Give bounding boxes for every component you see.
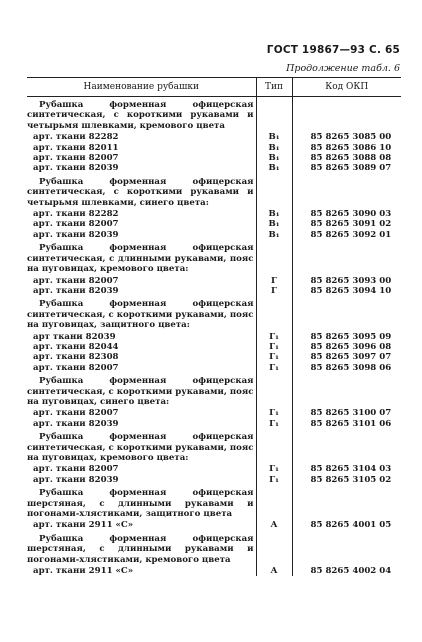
shirt-description: Рубашка форменная офицерская синтетическая, с короткими рукавами, пояс на пуговицах, кремового цвета:	[27, 429, 256, 464]
shirt-type: В₁	[256, 143, 292, 153]
fabric-article-row	[27, 352, 401, 362]
fabric-article: арт. ткани 82044	[27, 342, 256, 352]
shirt-description-row	[27, 174, 401, 209]
fabric-article-row	[27, 163, 401, 173]
fabric-article: арт. ткани 2911 «С»	[27, 520, 256, 530]
table-continuation-label: Продолжение табл. 6	[286, 63, 400, 74]
fabric-article-row	[27, 475, 401, 485]
shirt-description-row	[27, 296, 401, 331]
shirt-type: Г₁	[256, 342, 292, 352]
code-cell-empty	[292, 174, 401, 209]
shirt-description-row	[27, 97, 401, 133]
okp-code: 85 8265 3092 01	[310, 229, 392, 240]
table-header-row	[27, 78, 401, 97]
shirt-description-row	[27, 531, 401, 566]
column-header-name: Наименование рубашки	[27, 78, 256, 97]
fabric-article: арт. ткани 82039	[27, 475, 256, 485]
fabric-article-row	[27, 342, 401, 352]
shirt-description-row	[27, 373, 401, 408]
shirt-type: А	[256, 520, 292, 530]
fabric-article: арт. ткани 82282	[27, 132, 256, 142]
shirt-description: Рубашка форменная офицерская синтетическая, с короткими рукавами, пояс на пуговицах, синего цвета:	[27, 373, 256, 408]
okp-code: 85 8265 3096 08	[310, 341, 392, 352]
type-cell-empty	[256, 373, 292, 408]
code-cell-empty	[292, 429, 401, 464]
shirt-type: Г₁	[256, 332, 292, 342]
fabric-article-row	[27, 230, 401, 240]
type-cell-empty	[256, 97, 292, 133]
code-cell-empty	[292, 296, 401, 331]
page-header-code: ГОСТ 19867—93 С. 65	[266, 44, 400, 56]
shirt-type: А	[256, 566, 292, 576]
shirt-description: Рубашка форменная офицерская шерстяная, с длинными рукавами и погонами-хлястиками, защитного цвета	[27, 485, 256, 520]
shirt-description: Рубашка форменная офицерская синтетическая, с короткими рукавами и четырьмя шлевками, синего цвета:	[27, 174, 256, 209]
type-cell-empty	[256, 174, 292, 209]
okp-code-table	[27, 77, 401, 576]
column-header-code: Код ОКП	[292, 78, 401, 97]
shirt-type: В₁	[256, 209, 292, 219]
table-body	[27, 97, 401, 577]
fabric-article: арт. ткани 82039	[27, 163, 256, 173]
okp-code: 85 8265 4001 05	[310, 520, 392, 531]
shirt-type: В₁	[256, 153, 292, 163]
okp-code: 85 8265 3094 10	[310, 285, 392, 296]
fabric-article: арт. ткани 82039	[27, 419, 256, 429]
shirt-type: В₁	[256, 163, 292, 173]
shirt-type: В₁	[256, 219, 292, 229]
shirt-type: Г₁	[256, 363, 292, 373]
type-cell-empty	[256, 429, 292, 464]
fabric-article-row	[27, 566, 401, 576]
shirt-type: Г₁	[256, 352, 292, 362]
fabric-article-row	[27, 143, 401, 153]
shirt-description: Рубашка форменная офицерская синтетическая, с короткими рукавами и четырьмя шлевками, кремового цвета	[27, 97, 256, 133]
shirt-type: В₁	[256, 132, 292, 142]
fabric-article-row	[27, 276, 401, 286]
fabric-article-row	[27, 153, 401, 163]
okp-code: 85 8265 3101 06	[310, 418, 392, 429]
fabric-article-row	[27, 464, 401, 474]
type-cell-empty	[256, 296, 292, 331]
fabric-article: арт. ткани 82282	[27, 209, 256, 219]
shirt-description-row	[27, 429, 401, 464]
fabric-article: арт. ткани 82007	[27, 408, 256, 418]
shirt-description-row	[27, 240, 401, 275]
okp-code: 85 8265 3093 00	[310, 275, 392, 286]
fabric-article: арт. ткани 82308	[27, 352, 256, 362]
code-cell-empty	[292, 531, 401, 566]
okp-code: 85 8265 3085 00	[310, 132, 392, 143]
shirt-description: Рубашка форменная офицерская синтетическая, с длинными рукавами, пояс на пуговицах, кремового цвета:	[27, 240, 256, 275]
fabric-article: арт. ткани 82007	[27, 153, 256, 163]
type-cell-empty	[256, 240, 292, 275]
okp-code: 85 8265 3086 10	[310, 142, 392, 153]
code-cell-empty	[292, 373, 401, 408]
fabric-article: арт. ткани 82007	[27, 276, 256, 286]
code-cell-empty	[292, 97, 401, 133]
shirt-type: Г₁	[256, 419, 292, 429]
column-header-type: Тип	[256, 78, 292, 97]
okp-code: 85 8265 3088 08	[310, 153, 392, 164]
okp-code: 85 8265 3095 09	[310, 331, 392, 342]
shirt-type: Г₁	[256, 408, 292, 418]
shirt-type: Г	[256, 276, 292, 286]
shirt-type: Г₁	[256, 475, 292, 485]
fabric-article-row	[27, 408, 401, 418]
fabric-article-row	[27, 132, 401, 142]
fabric-article-row	[27, 520, 401, 530]
okp-code: 85 8265 3090 03	[310, 209, 392, 220]
type-cell-empty	[256, 485, 292, 520]
fabric-article: арт. ткани 82007	[27, 219, 256, 229]
okp-code: 85 8265 4002 04	[310, 566, 392, 577]
shirt-type: Г	[256, 286, 292, 296]
fabric-article: арт. ткани 82039	[27, 230, 256, 240]
okp-code: 85 8265 3104 03	[310, 464, 392, 475]
fabric-article: арт. ткани 82007	[27, 464, 256, 474]
fabric-article-row	[27, 209, 401, 219]
fabric-article: арт ткани 82039	[27, 332, 256, 342]
shirt-description: Рубашка форменная офицерская шерстяная, с длинными рукавами и погонами-хлястиками, кремового цвета	[27, 531, 256, 566]
fabric-article: арт. ткани 82011	[27, 143, 256, 153]
code-cell-empty	[292, 485, 401, 520]
fabric-article-row	[27, 332, 401, 342]
fabric-article: арт. ткани 82007	[27, 363, 256, 373]
okp-code: 85 8265 3091 02	[310, 219, 392, 230]
shirt-description-row	[27, 485, 401, 520]
okp-code: 85 8265 3098 06	[310, 362, 392, 373]
okp-code: 85 8265 3097 07	[310, 352, 392, 363]
shirt-description: Рубашка форменная офицерская синтетическая, с короткими рукавами, пояс на пуговицах, защитного цвета:	[27, 296, 256, 331]
fabric-article-row	[27, 363, 401, 373]
shirt-type: Г₁	[256, 464, 292, 474]
okp-code: 85 8265 3105 02	[310, 474, 392, 485]
type-cell-empty	[256, 531, 292, 566]
okp-code: 85 8265 3089 07	[310, 163, 392, 174]
code-cell-empty	[292, 240, 401, 275]
okp-code: 85 8265 3100 07	[310, 408, 392, 419]
shirt-type: В₁	[256, 230, 292, 240]
fabric-article-row	[27, 219, 401, 229]
fabric-article: арт. ткани 2911 «С»	[27, 566, 256, 576]
fabric-article-row	[27, 286, 401, 296]
fabric-article: арт. ткани 82039	[27, 286, 256, 296]
fabric-article-row	[27, 419, 401, 429]
